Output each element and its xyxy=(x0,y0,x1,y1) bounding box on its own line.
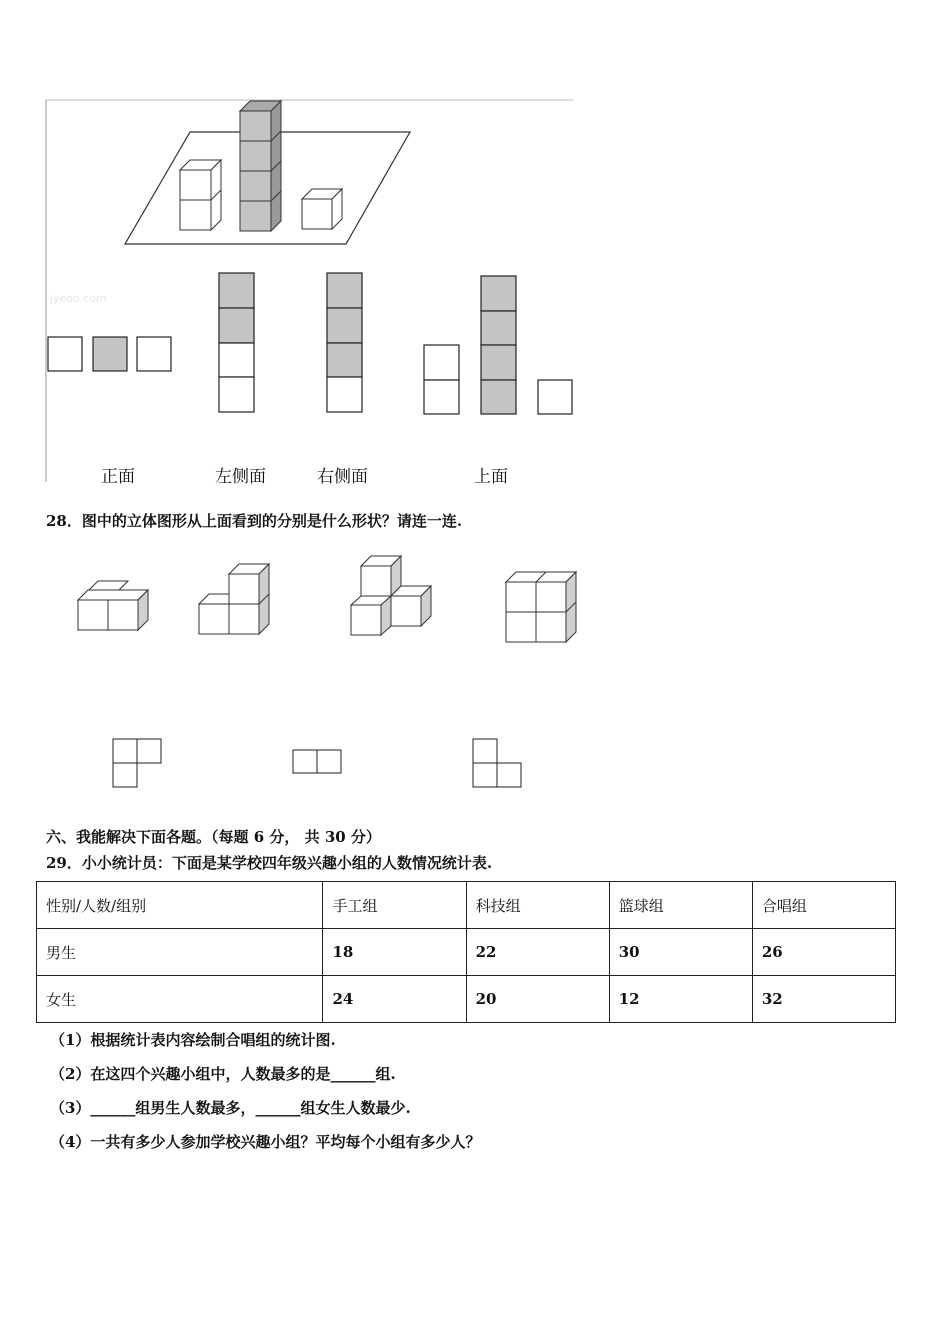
left-cube-stack xyxy=(180,160,221,230)
question-29-intro: 29．小小统计员：下面是某学校四年级兴趣小组的人数情况统计表. xyxy=(46,854,493,872)
cube-views-figure xyxy=(0,0,620,500)
top-view-shape-a xyxy=(113,739,161,787)
table-cell: 20 xyxy=(466,976,609,1023)
table-header-row xyxy=(37,882,896,929)
top-view-drawing xyxy=(424,276,572,414)
solid-4 xyxy=(506,572,576,642)
subquestion-3: （3）______组男生人数最多，______组女生人数最少. xyxy=(50,1099,411,1117)
section-6-heading: 六、我能解决下面各题。（每题 6 分， 共 30 分） xyxy=(46,828,381,846)
solid-1 xyxy=(78,581,148,630)
label-right-view: 右侧面 xyxy=(317,467,368,487)
right-side-view-drawing xyxy=(327,273,362,412)
table-header-cell: 性别/人数/组别 xyxy=(37,882,323,929)
left-side-view-drawing xyxy=(219,273,254,412)
top-view-shape-c xyxy=(473,739,521,787)
table-row xyxy=(37,976,896,1023)
subquestion-1: （1）根据统计表内容绘制合唱组的统计图. xyxy=(50,1031,336,1049)
interest-group-table xyxy=(36,881,896,1023)
right-single-cube xyxy=(302,189,342,229)
table-cell: 24 xyxy=(323,976,466,1023)
table-cell: 26 xyxy=(752,929,895,976)
front-view-drawing xyxy=(48,337,171,371)
table-header-cell: 手工组 xyxy=(323,882,466,929)
row-label-boys: 男生 xyxy=(37,929,323,976)
table-header-cell: 合唱组 xyxy=(752,882,895,929)
question-28-text: 28．图中的立体图形从上面看到的分别是什么形状？请连一连. xyxy=(46,512,463,530)
table-header-cell: 篮球组 xyxy=(609,882,752,929)
table-cell: 18 xyxy=(323,929,466,976)
table-cell: 12 xyxy=(609,976,752,1023)
subquestion-2: （2）在这四个兴趣小组中，人数最多的是______组. xyxy=(50,1065,396,1083)
solid-3 xyxy=(351,556,431,635)
label-top-view: 上面 xyxy=(474,467,508,487)
label-left-view: 左侧面 xyxy=(215,467,266,487)
table-row xyxy=(37,929,896,976)
label-front-view: 正面 xyxy=(101,467,135,487)
table-cell: 32 xyxy=(752,976,895,1023)
middle-cube-tower xyxy=(240,101,281,231)
subquestion-4: （4）一共有多少人参加学校兴趣小组？平均每个小组有多少人？ xyxy=(50,1133,481,1151)
row-label-girls: 女生 xyxy=(37,976,323,1023)
top-view-shape-b xyxy=(293,750,341,773)
table-header-cell: 科技组 xyxy=(466,882,609,929)
table-cell: 30 xyxy=(609,929,752,976)
solid-2 xyxy=(199,564,269,634)
table-cell: 22 xyxy=(466,929,609,976)
watermark: jyeoo.com xyxy=(50,292,107,305)
q28-solids-figure xyxy=(0,540,620,800)
